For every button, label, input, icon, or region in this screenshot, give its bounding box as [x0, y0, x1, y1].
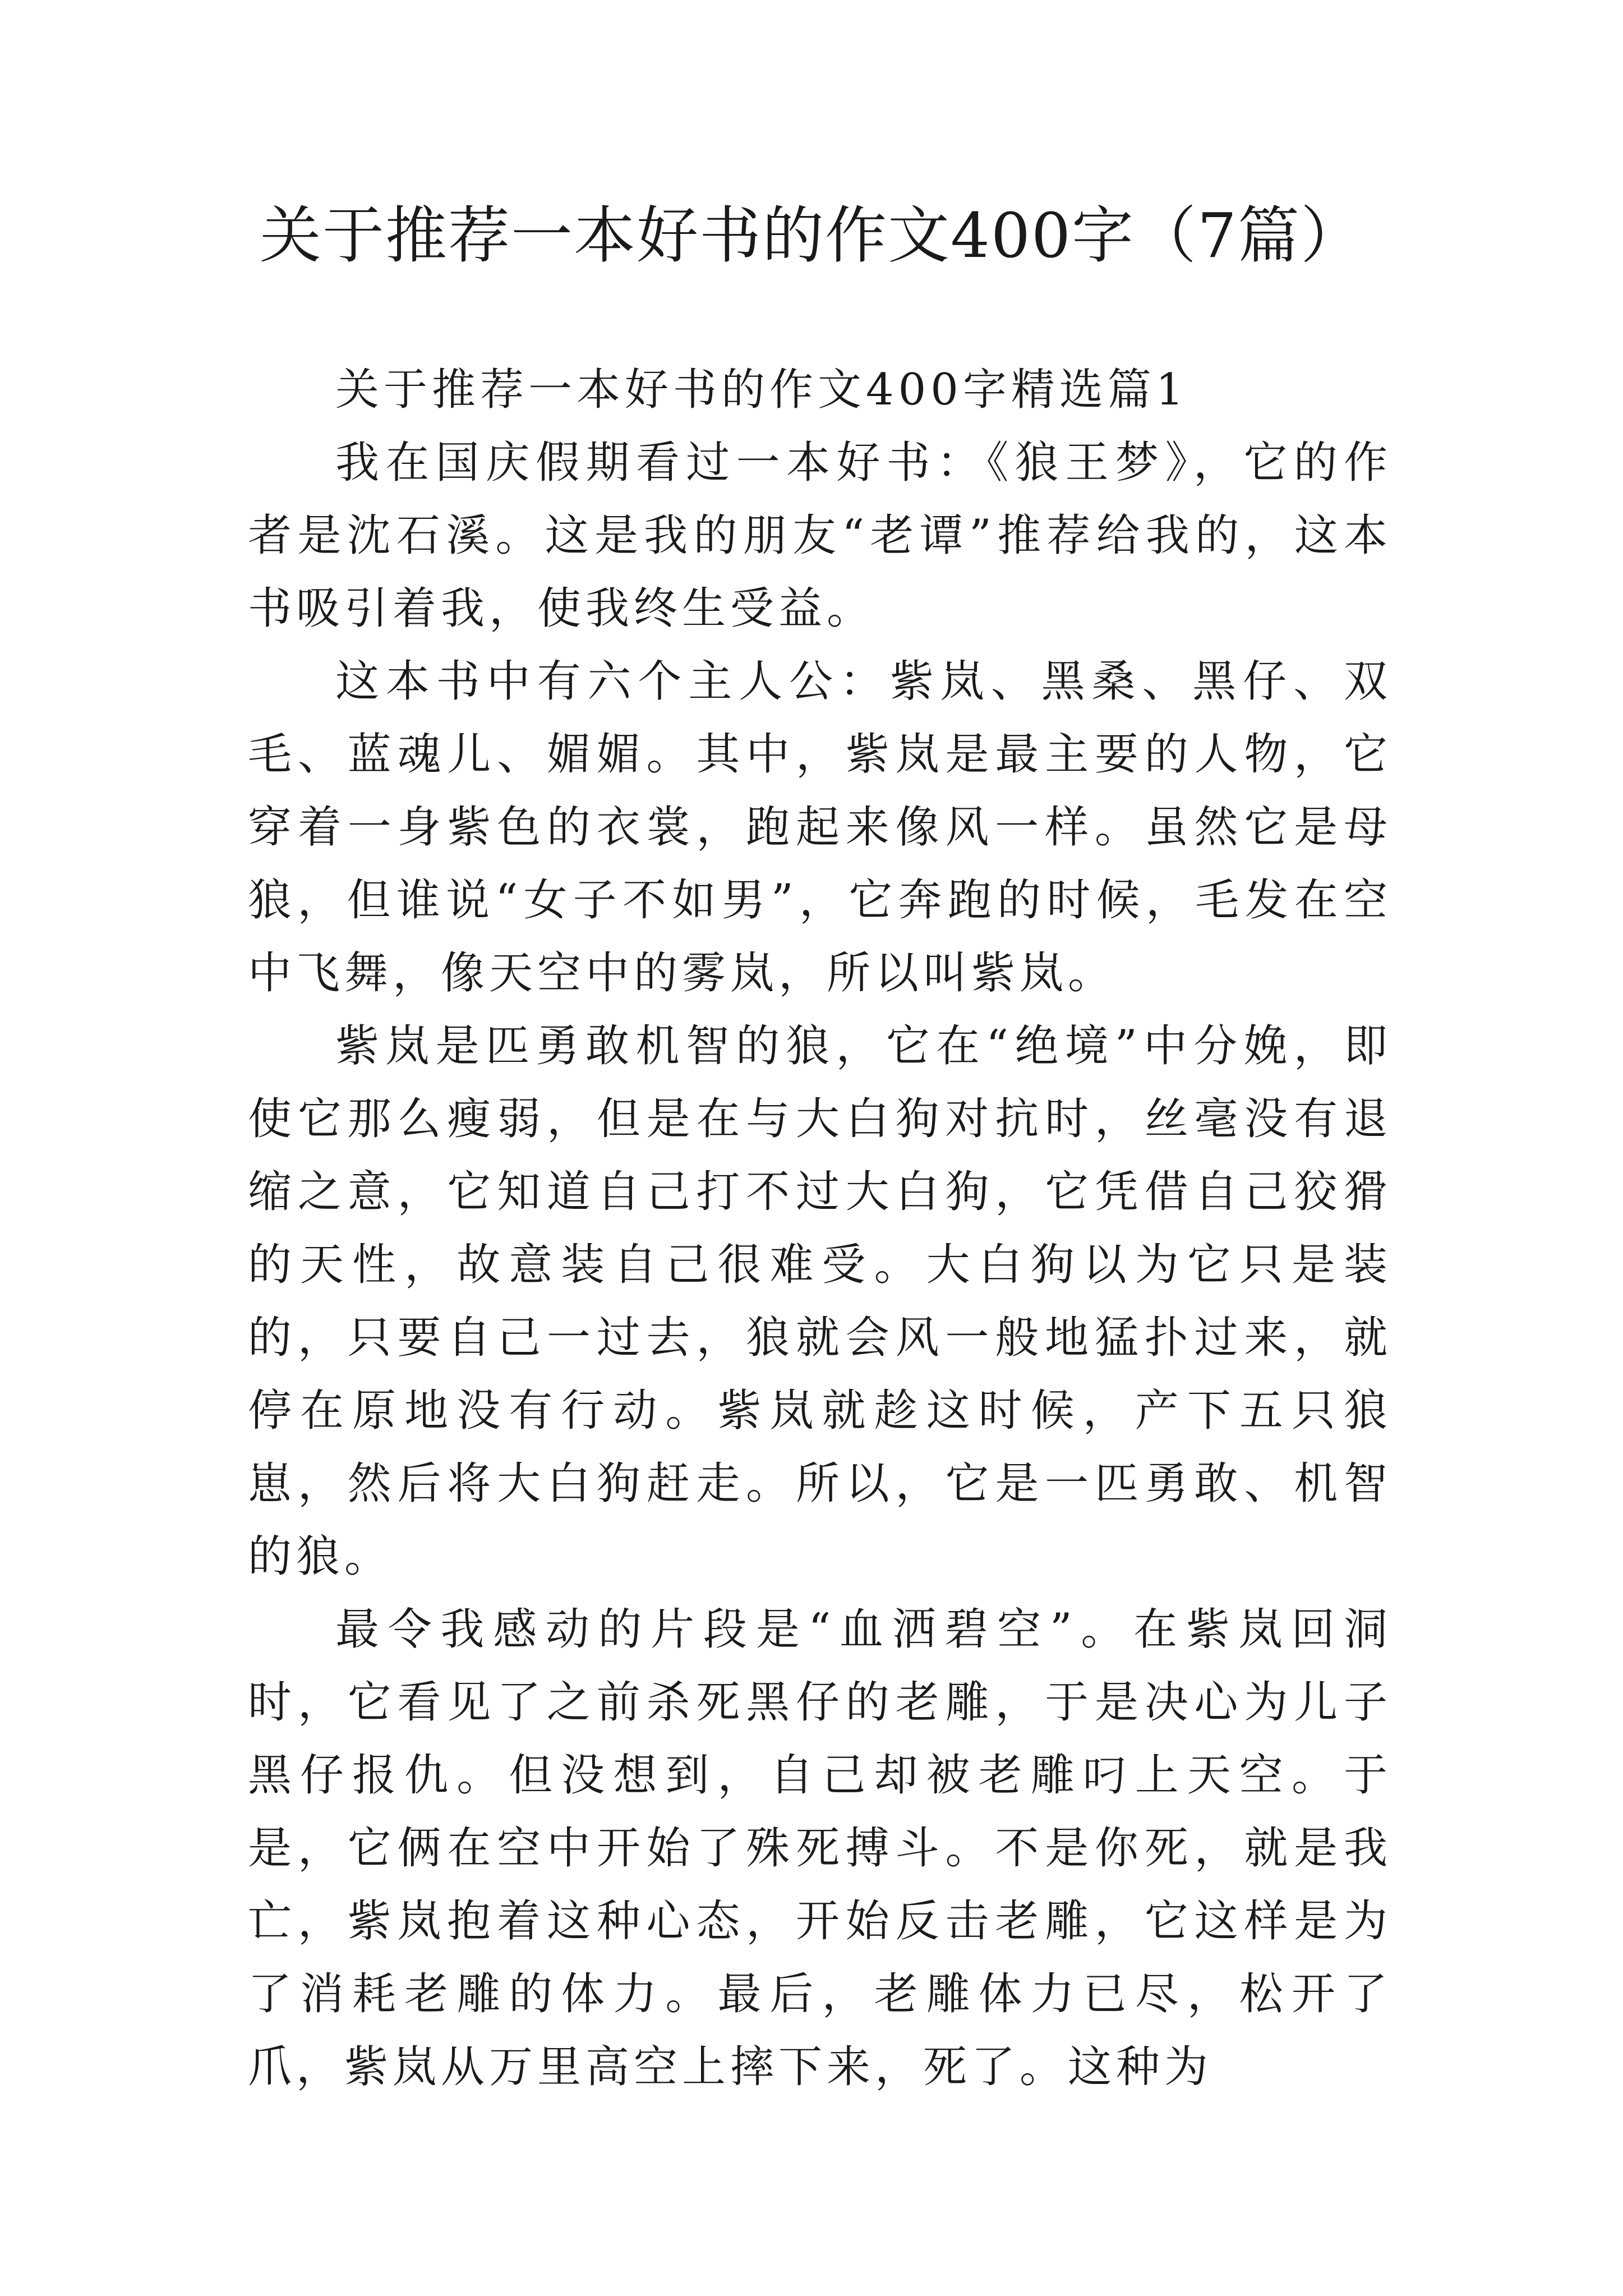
paragraph-4: 最令我感动的片段是“血洒碧空”。在紫岚回洞时，它看见了之前杀死黑仔的老雕，于是决心为儿子黑仔报仇。但没想到，自己却被老雕叼上天空。于是，它俩在空中开始了殊死搏斗。不是你死，就是我亡，紫岚抱着这种心态，开始反击老雕，它这样是为了消耗老雕的体力。最后，老雕体力已尽，松开了爪，紫岚从万里高空上摔下来，死了。这种为 [248, 1604, 1392, 2092]
document-title: 关于推荐一本好书的作文400字（7篇） [260, 200, 1363, 272]
document-body [248, 353, 1392, 2104]
paragraph-3: 紫岚是匹勇敢机智的狼，它在“绝境”中分娩，即使它那么瘦弱，但是在与大白狗对抗时，丝毫没有退缩之意，它知道自己打不过大白狗，它凭借自己狡猾的天性，故意装自己很难受。大白狗以为它只是装的，只要自己一过去，狼就会风一般地猛扑过来，就停在原地没有行动。紫岚就趁这时候，产下五只狼崽，然后将大白狗赶走。所以，它是一匹勇敢、机智的狼。 [248, 1021, 1392, 1582]
section-heading: 关于推荐一本好书的作文400字精选篇1 [335, 365, 1188, 415]
paragraph-1: 我在国庆假期看过一本好书：《狼王梦》，它的作者是沈石溪。这是我的朋友“老谭”推荐给我的，这本书吸引着我，使我终生受益。 [248, 438, 1392, 634]
paragraph-2: 这本书中有六个主人公：紫岚、黑桑、黑仔、双毛、蓝魂儿、媚媚。其中，紫岚是最主要的人物，它穿着一身紫色的衣裳，跑起来像风一样。虽然它是母狼，但谁说“女子不如男”，它奔跑的时候，毛发在空中飞舞，像天空中的雾岚，所以叫紫岚。 [248, 656, 1392, 999]
